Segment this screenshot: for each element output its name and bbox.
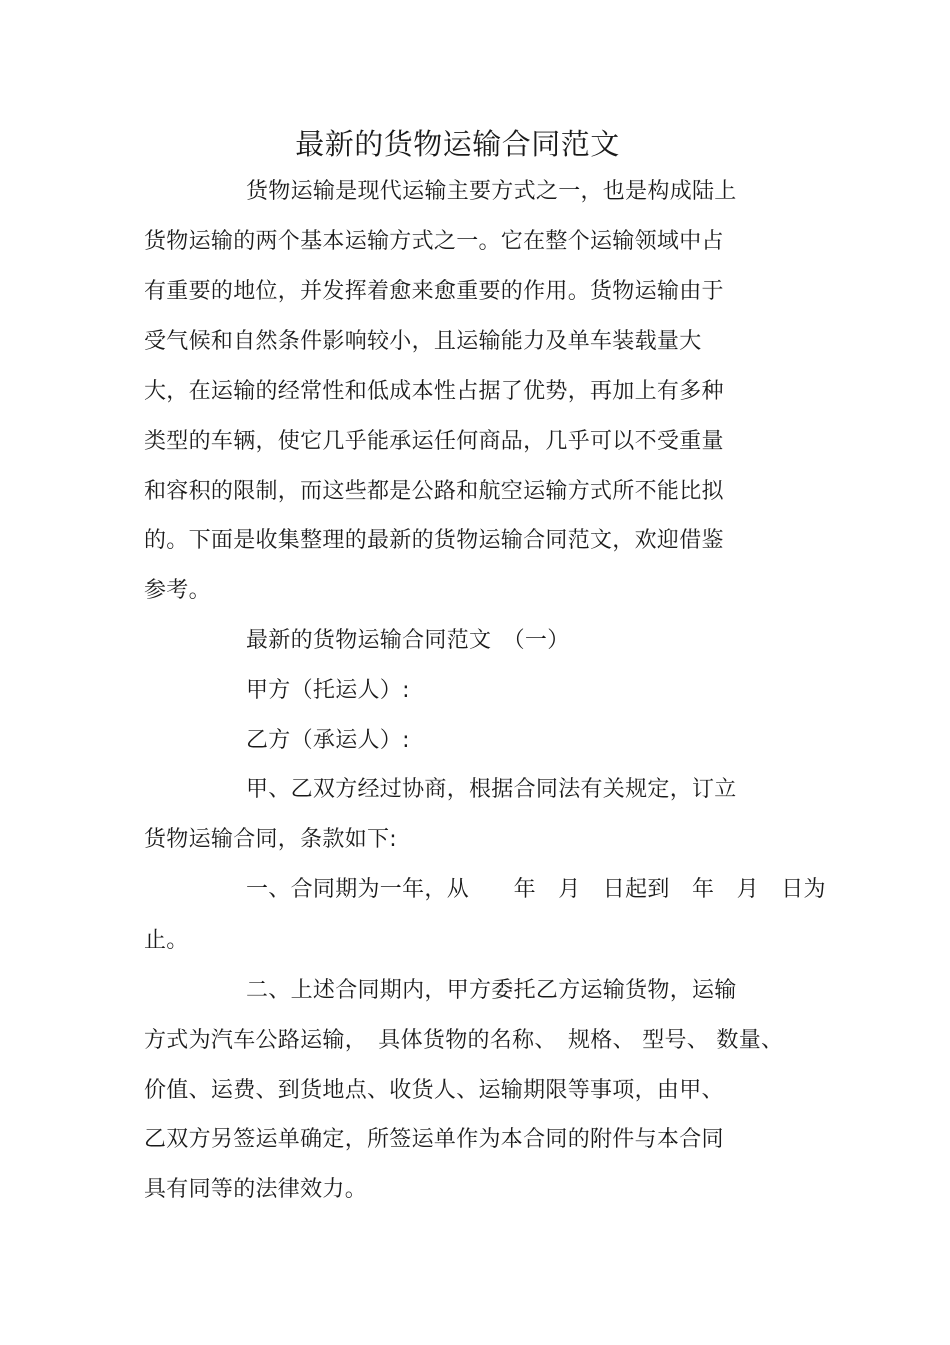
clause-2-line: 方式为汽车公路运输， 具体货物的名称、 规格、 型号、 数量、	[144, 1028, 784, 1053]
clause-2-line: 二、上述合同期内，甲方委托乙方运输货物，运输	[246, 978, 737, 1003]
party-a-line: 甲方（托运人）:	[246, 678, 410, 703]
section-heading: 最新的货物运输合同范文 （一）	[246, 628, 570, 653]
paragraph-line: 类型的车辆，使它几乎能承运任何商品，几乎可以不受重量	[144, 429, 724, 454]
clause-2-line: 乙双方另签运单确定，所签运单作为本合同的附件与本合同	[144, 1127, 724, 1152]
paragraph-line: 货物运输的两个基本运输方式之一。它在整个运输领域中占	[144, 229, 724, 254]
clause-2-line: 具有同等的法律效力。	[144, 1177, 368, 1202]
paragraph-line: 受气候和自然条件影响较小，且运输能力及单车装载量大	[144, 329, 702, 354]
clause-2-line: 价值、运费、到货地点、收货人、运输期限等事项，由甲、	[144, 1078, 724, 1103]
clause-1-line: 止。	[144, 928, 189, 953]
paragraph-line: 货物运输是现代运输主要方式之一，也是构成陆上	[246, 179, 737, 204]
clause-1-line: 一、合同期为一年，从 年 月 日起到 年 月 日为	[246, 877, 826, 902]
paragraph-line: 的。下面是收集整理的最新的货物运输合同范文，欢迎借鉴	[144, 528, 724, 553]
paragraph-line: 货物运输合同，条款如下:	[144, 827, 398, 852]
document-title: 最新的货物运输合同范文	[295, 127, 620, 161]
paragraph-line: 和容积的限制，而这些都是公路和航空运输方式所不能比拟	[144, 479, 724, 504]
party-b-line: 乙方（承运人）:	[246, 728, 410, 753]
paragraph-line: 大，在运输的经常性和低成本性占据了优势，再加上有多种	[144, 379, 724, 404]
paragraph-line: 甲、乙双方经过协商，根据合同法有关规定，订立	[246, 777, 737, 802]
paragraph-line: 有重要的地位，并发挥着愈来愈重要的作用。货物运输由于	[144, 279, 724, 304]
paragraph-line: 参考。	[144, 578, 211, 603]
